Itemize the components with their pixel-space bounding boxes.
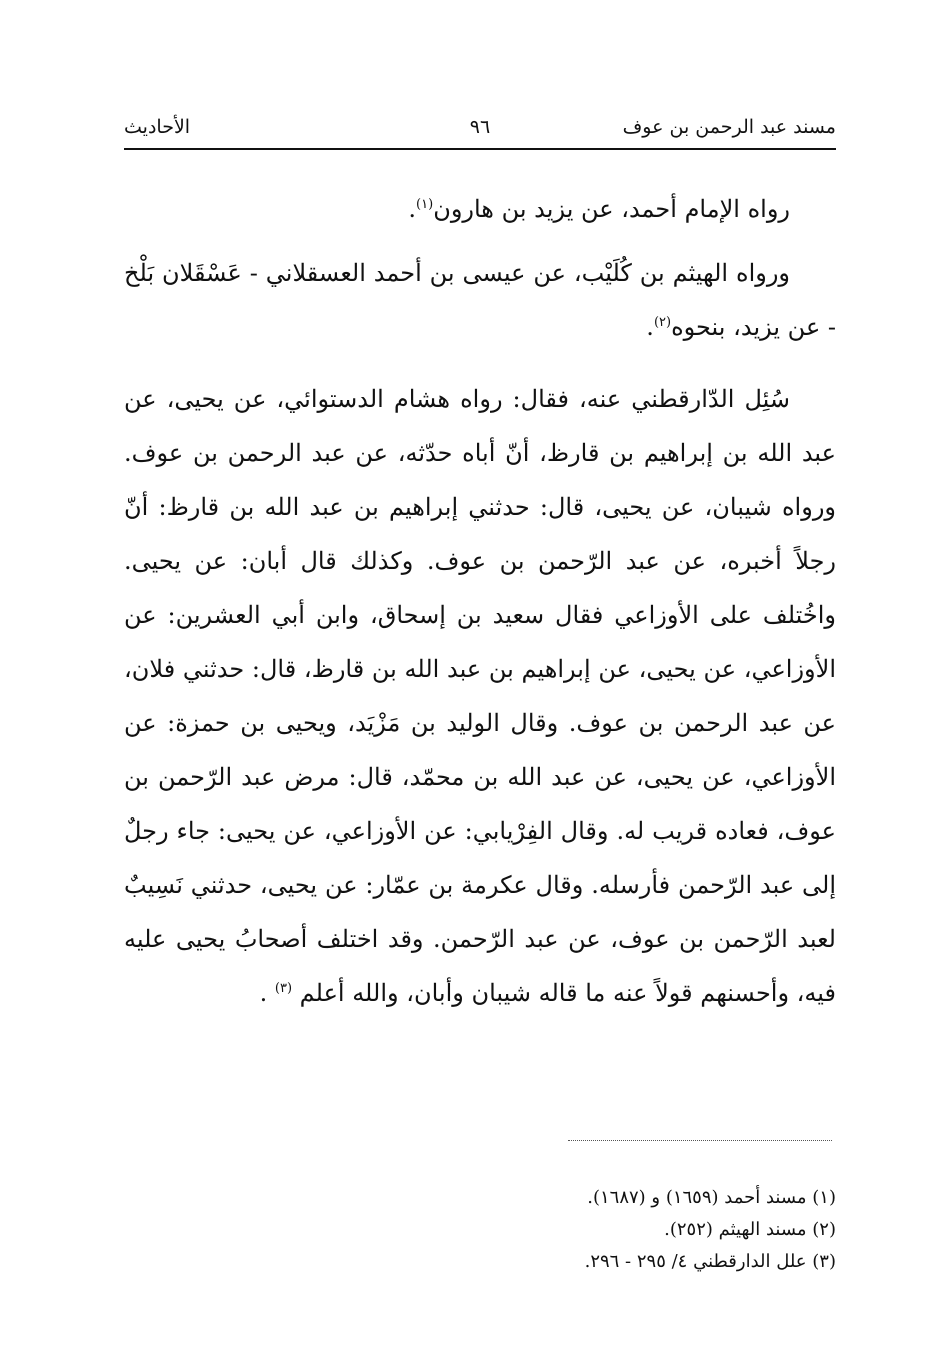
footnote-separator	[568, 1140, 832, 1141]
footnote-ref-3: (٣)	[274, 981, 293, 996]
paragraph-3	[124, 372, 836, 1020]
footnote-1: (١) مسند أحمد (١٦٥٩) و (١٦٨٧).	[587, 1187, 836, 1208]
paragraph-1-text: رواه الإمام أحمد، عن يزيد بن هارون	[433, 195, 790, 223]
footnote-2: (٢) مسند الهيثم (٢٥٢).	[664, 1219, 836, 1240]
paragraph-2-text: ورواه الهيثم بن كُلَيْب، عن عيسى بن أحمد العسقلاني - عَسْقَلان بَلْخ - عن يزيد، بنحوه	[124, 259, 836, 341]
footnote-3: (٣) علل الدارقطني ٤/ ٢٩٥ - ٢٩٦.	[584, 1251, 836, 1272]
footnote-ref-2: (٢)	[653, 315, 672, 330]
header-title: مسند عبد الرحمن بن عوف	[622, 116, 836, 138]
page-number: ٩٦	[469, 116, 491, 138]
paragraph-3-text: سُئِل الدّارقطني عنه، فقال: رواه هشام الدستوائي، عن يحيى، عن عبد الله بن إبراهيم بن قارظ، أنّ أباه حدّثه، عن عبد الرحمن بن عوف. ورواه شيبان، عن يحيى، قال: حدثني إبراهيم بن عبد الله بن قارظ: أنّ رجلاً أخبره، عن عبد الرّحمن بن عوف. وكذلك قال أبان: عن يحيى. واخُتلف على الأوزاعي فقال سعيد بن إسحاق، وابن أبي العشرين: عن الأوزاعي، عن يحيى، عن إبراهيم بن عبد الله بن قارظ، قال: حدثني فلان، عن عبد الرحمن بن عوف. وقال الوليد بن مَزْيَد، ويحيى بن حمزة: عن الأوزاعي، عن يحيى، عن عبد الله بن محمّد، قال: مرض عبد الرّحمن بن عوف، فعاده قريب له. وقال الفِرْيابي: عن الأوزاعي، عن يحيى: جاء رجلٌ إلى عبد الرّحمن فأرسله. وقال عكرمة بن عمّار: عن يحيى، حدثني نَسِيبٌ لعبد الرّحمن بن عوف، عن عبد الرّحمن. وقد اختلف أصحابُ يحيى عليه فيه، وأحسنهم قولاً عنه ما قاله شيبان وأبان، والله أعلم	[124, 385, 836, 1007]
paragraph-3-end: .	[259, 979, 268, 1007]
main-text	[124, 182, 836, 1020]
footnote-ref-1: (١)	[416, 197, 434, 212]
paragraph-1-end: .	[408, 195, 417, 223]
footnotes	[416, 1182, 836, 1278]
header-section: الأحاديث	[124, 116, 191, 138]
paragraph-2	[124, 246, 836, 354]
page-header	[124, 112, 836, 150]
paragraph-2-end: .	[646, 313, 654, 341]
paragraph-1	[124, 182, 836, 236]
